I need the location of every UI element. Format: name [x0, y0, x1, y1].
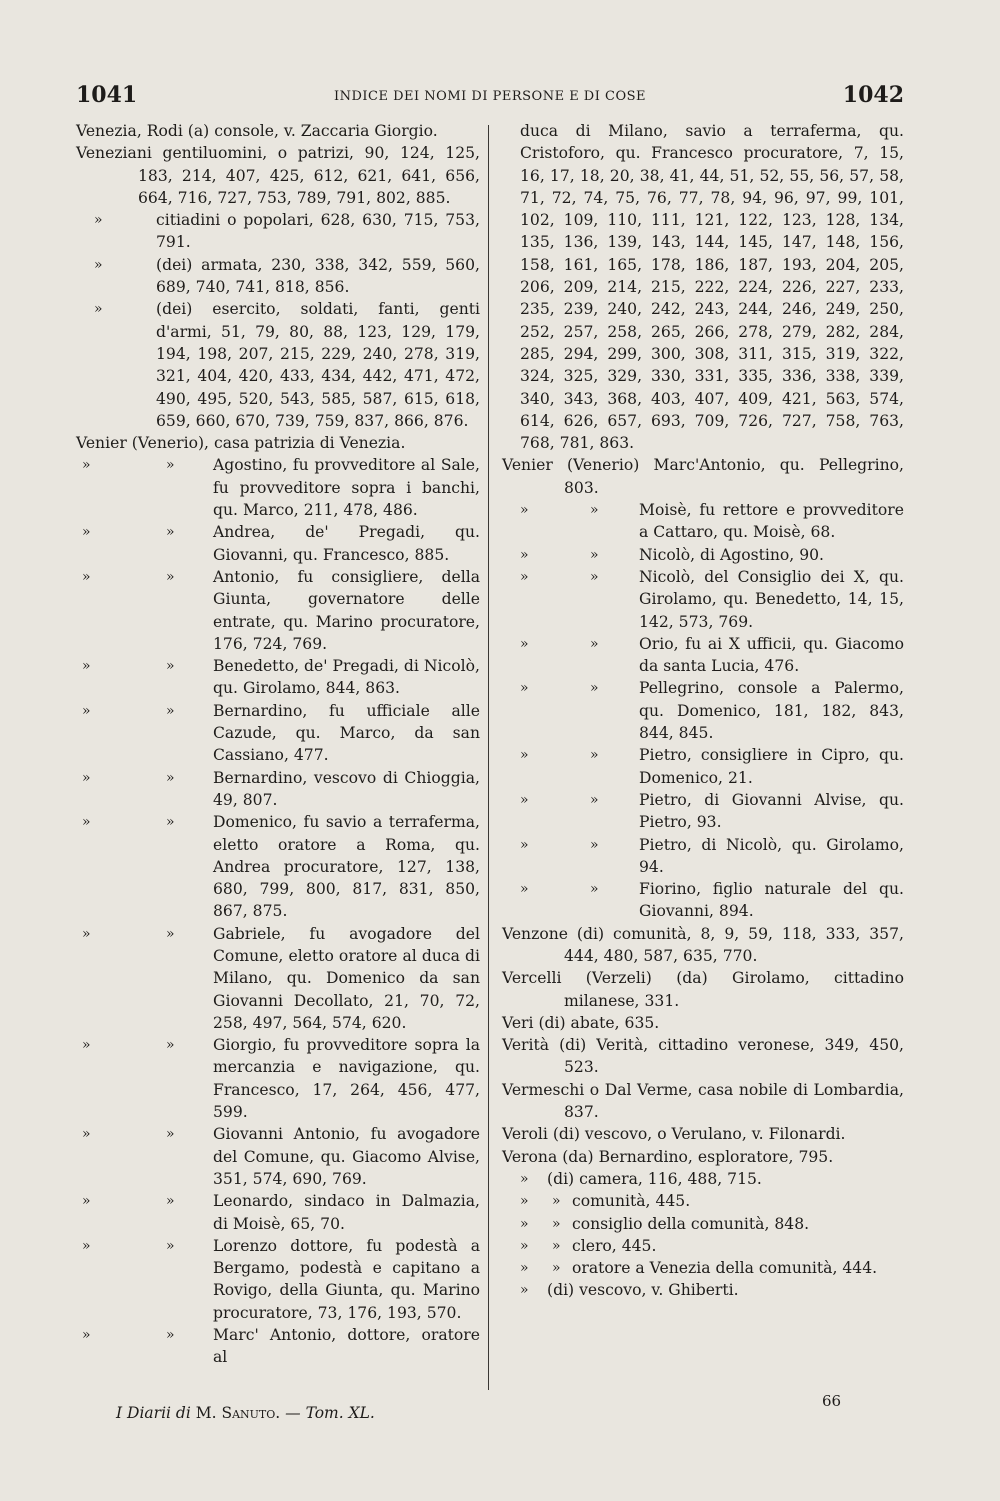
index-entry	[502, 454, 904, 499]
entry-text: (dei) armata, 230, 338, 342, 559, 560, 689, 740, 741, 818, 856.	[156, 255, 480, 297]
entry-text: Marc' Antonio, dottore, oratore al	[213, 1326, 480, 1367]
index-entry	[502, 566, 904, 633]
ditto-mark: »	[94, 256, 103, 273]
index-entry	[502, 1146, 904, 1168]
entry-text: Giovanni Antonio, fu avogadore del Comune, qu. Giacomo Alvise, 351, 574, 690, 769.	[213, 1125, 480, 1188]
index-entry	[502, 1034, 904, 1079]
ditto-mark: »	[166, 925, 175, 942]
index-entry	[76, 767, 480, 812]
index-entry	[502, 677, 904, 744]
entry-text: Nicolò, di Agostino, 90.	[639, 545, 825, 564]
entry-text: Verità (di) Verità, cittadino veronese, 349, 450, 523.	[502, 1036, 904, 1077]
index-entry	[502, 744, 904, 789]
ditto-mark: »	[520, 791, 529, 808]
index-entry	[502, 544, 904, 566]
ditto-mark: »	[590, 791, 599, 808]
ditto-mark: »	[82, 568, 91, 585]
ditto-mark: »	[166, 769, 175, 786]
ditto-mark: »	[82, 814, 91, 831]
footer-author: M. Sanuto.	[195, 1404, 281, 1422]
index-entry	[502, 120, 904, 454]
index-entry	[76, 521, 480, 566]
signature-mark: 66	[822, 1392, 842, 1410]
ditto-mark: »	[166, 568, 175, 585]
entry-text: Veri (di) abate, 635.	[502, 1013, 660, 1032]
index-entry	[502, 1012, 904, 1034]
ditto-mark: »	[552, 1193, 561, 1210]
index-entry	[76, 1190, 480, 1235]
ditto-mark: »	[520, 1237, 529, 1254]
ditto-mark: »	[590, 881, 599, 898]
footer-volume: — Tom. XL.	[285, 1404, 375, 1422]
ditto-mark: »	[82, 524, 91, 541]
ditto-mark: »	[590, 836, 599, 853]
index-entry	[502, 1190, 904, 1212]
ditto-mark: »	[82, 1193, 91, 1210]
index-entry	[76, 432, 480, 454]
index-entry	[76, 1324, 480, 1369]
index-entry	[76, 254, 480, 299]
index-entry	[502, 1168, 904, 1190]
index-entry	[502, 923, 904, 968]
index-entry	[76, 923, 480, 1034]
entry-text: Venier (Venerio), casa patrizia di Venezia.	[76, 434, 406, 453]
entry-text: Veroli (di) vescovo, o Verulano, v. Filonardi.	[502, 1125, 846, 1144]
entry-text: Agostino, fu provveditore al Sale, fu provveditore sopra i banchi, qu. Marco, 211, 478, 486.	[213, 456, 480, 520]
entry-text: Verona (da) Bernardino, esploratore, 795.	[502, 1147, 834, 1166]
index-entry	[76, 454, 480, 521]
entry-text: Venzone (di) comunità, 8, 9, 59, 118, 333, 357, 444, 480, 587, 635, 770.	[502, 924, 904, 965]
ditto-mark: »	[590, 546, 599, 563]
index-entry	[502, 1213, 904, 1235]
entry-text: clero, 445.	[572, 1236, 657, 1255]
index-entry	[502, 878, 904, 923]
entry-text: Nicolò, del Consiglio dei X, qu. Girolamo, qu. Benedetto, 14, 15, 142, 573, 769.	[639, 567, 904, 631]
ditto-mark: »	[82, 1237, 91, 1254]
page-header	[76, 82, 904, 112]
index-entry	[76, 700, 480, 767]
ditto-mark: »	[552, 1215, 561, 1232]
ditto-mark: »	[166, 814, 175, 831]
entry-text: duca di Milano, savio a terraferma, qu. Cristoforo, qu. Francesco procuratore, 7, 15, 16, 17, 18, 20, 38, 41, 44, 51, 52, 55, 56, 57, 58, 71, 72, 74, 75, 76, 77, 78, 94, 96, 97, 99, 101, 102, 109, 110, 111, 121, 122, 123, 128, 134, 135, 136, 139, 143, 144, 145, 147, 148, 156, 158, 161, 165, 178, 186, 187, 193, 204, 205, 206, 209, 214, 215, 222, 224, 226, 227, 233, 235, 239, 240, 242, 243, 244, 246, 249, 250, 252, 257, 258, 265, 266, 278, 279, 282, 284, 285, 294, 299, 300, 308, 311, 315, 319, 322, 324, 325, 329, 330, 331, 335, 336, 338, 339, 340, 343, 368, 403, 407, 409, 421, 563, 574, 614, 626, 657, 693, 709, 726, 727, 758, 763, 768, 781, 863.	[520, 122, 904, 453]
index-entry	[76, 1235, 480, 1324]
ditto-mark: »	[82, 1037, 91, 1054]
index-entry	[502, 1279, 904, 1301]
index-entry	[502, 633, 904, 678]
index-entry	[502, 967, 904, 1012]
index-entry	[76, 298, 480, 432]
entry-text: Moisè, fu rettore e provveditore a Cattaro, qu. Moisè, 68.	[639, 501, 904, 542]
ditto-mark: »	[82, 457, 91, 474]
entry-text: Pietro, consigliere in Cipro, qu. Domenico, 21.	[639, 746, 904, 787]
entry-text: consiglio della comunità, 848.	[572, 1214, 810, 1233]
entry-text: (di) vescovo, v. Ghiberti.	[547, 1281, 739, 1300]
index-column-right	[502, 120, 904, 1302]
ditto-mark: »	[82, 1126, 91, 1143]
index-entry	[502, 1235, 904, 1257]
ditto-mark: »	[590, 568, 599, 585]
entry-text: Orio, fu ai X ufficii, qu. Giacomo da santa Lucia, 476.	[639, 634, 904, 676]
entry-text: Pellegrino, console a Palermo, qu. Domenico, 181, 182, 843, 844, 845.	[639, 679, 904, 743]
ditto-mark: »	[520, 568, 529, 585]
entry-text: Lorenzo dottore, fu podestà a Bergamo, podestà e capitano a Rovigo, della Giunta, qu. Marino procuratore, 73, 176, 193, 570.	[213, 1236, 480, 1322]
ditto-mark: »	[166, 1327, 175, 1344]
index-entry	[76, 142, 480, 209]
entry-text: Pietro, di Giovanni Alvise, qu. Pietro, 93.	[639, 790, 904, 832]
index-entry	[76, 566, 480, 655]
ditto-mark: »	[590, 502, 599, 519]
ditto-mark: »	[520, 747, 529, 764]
index-column-left	[76, 120, 480, 1369]
ditto-mark: »	[590, 635, 599, 652]
page-number-right: 1042	[842, 82, 904, 108]
ditto-mark: »	[82, 658, 91, 675]
ditto-mark: »	[520, 1193, 529, 1210]
footer-prefix: I Diarii di	[116, 1404, 191, 1422]
entry-text: Gabriele, fu avogadore del Comune, eletto oratore al duca di Milano, qu. Domenico da san Giovanni Decollato, 21, 70, 72, 258, 497, 564, 574, 620.	[213, 924, 480, 1032]
ditto-mark: »	[94, 212, 103, 229]
entry-text: Domenico, fu savio a terraferma, eletto oratore a Roma, qu. Andrea procuratore, 127, 138, 680, 799, 800, 817, 831, 850, 867, 875.	[213, 813, 480, 921]
index-entry	[76, 209, 480, 254]
ditto-mark: »	[82, 769, 91, 786]
ditto-mark: »	[520, 502, 529, 519]
entry-text: Antonio, fu consigliere, della Giunta, governatore delle entrate, qu. Marino procuratore, 176, 724, 769.	[213, 567, 480, 653]
ditto-mark: »	[520, 881, 529, 898]
index-entry	[76, 1034, 480, 1123]
index-entry	[502, 1123, 904, 1145]
ditto-mark: »	[82, 925, 91, 942]
ditto-mark: »	[520, 635, 529, 652]
ditto-mark: »	[520, 680, 529, 697]
index-entry	[76, 811, 480, 922]
entry-text: Leonardo, sindaco in Dalmazia, di Moisè, 65, 70.	[213, 1192, 480, 1233]
ditto-mark: »	[94, 301, 103, 318]
entry-text: Giorgio, fu provveditore sopra la mercanzia e navigazione, qu. Francesco, 17, 264, 456, 477, 599.	[213, 1036, 480, 1122]
ditto-mark: »	[166, 1237, 175, 1254]
ditto-mark: »	[166, 524, 175, 541]
ditto-mark: »	[520, 1170, 529, 1187]
index-entry	[76, 120, 480, 142]
ditto-mark: »	[520, 1260, 529, 1277]
ditto-mark: »	[82, 1327, 91, 1344]
running-title: INDICE DEI NOMI DI PERSONE E DI COSE	[333, 89, 647, 104]
ditto-mark: »	[166, 702, 175, 719]
index-entry	[76, 655, 480, 700]
entry-text: Pietro, di Nicolò, qu. Girolamo, 94.	[639, 835, 904, 876]
entry-text: Venier (Venerio) Marc'Antonio, qu. Pellegrino, 803.	[502, 456, 904, 497]
index-entry	[502, 1257, 904, 1279]
entry-text: Benedetto, de' Pregadi, di Nicolò, qu. Girolamo, 844, 863.	[213, 657, 480, 698]
entry-text: Andrea, de' Pregadi, qu. Giovanni, qu. Francesco, 885.	[213, 523, 480, 564]
entry-text: Veneziani gentiluomini, o patrizi, 90, 124, 125, 183, 214, 407, 425, 612, 621, 641, 656, 664, 716, 727, 753, 789, 791, 802, 885.	[76, 144, 480, 207]
ditto-mark: »	[82, 702, 91, 719]
entry-text: Venezia, Rodi (a) console, v. Zaccaria Giorgio.	[76, 122, 438, 140]
index-entry	[502, 1079, 904, 1124]
entry-text: Bernardino, vescovo di Chioggia, 49, 807.	[213, 768, 480, 809]
entry-text: oratore a Venezia della comunità, 444.	[572, 1259, 878, 1278]
ditto-mark: »	[166, 658, 175, 675]
ditto-mark: »	[520, 1215, 529, 1232]
column-divider	[488, 125, 489, 1390]
entry-text: Bernardino, fu ufficiale alle Cazude, qu. Marco, da san Cassiano, 477.	[213, 701, 480, 765]
entry-text: Vercelli (Verzeli) (da) Girolamo, cittadino milanese, 331.	[502, 969, 904, 1010]
entry-text: citiadini o popolari, 628, 630, 715, 753, 791.	[156, 211, 480, 252]
index-entry	[502, 834, 904, 879]
ditto-mark: »	[166, 1037, 175, 1054]
ditto-mark: »	[590, 747, 599, 764]
ditto-mark: »	[166, 1126, 175, 1143]
page-number-left: 1041	[76, 82, 138, 108]
ditto-mark: »	[520, 546, 529, 563]
index-entry	[502, 499, 904, 544]
entry-text: Vermeschi o Dal Verme, casa nobile di Lombardia, 837.	[502, 1080, 904, 1122]
entry-text: comunità, 445.	[572, 1192, 691, 1211]
ditto-mark: »	[520, 1282, 529, 1299]
ditto-mark: »	[166, 457, 175, 474]
ditto-mark: »	[590, 680, 599, 697]
ditto-mark: »	[552, 1237, 561, 1254]
page-footer	[116, 1404, 375, 1422]
ditto-mark: »	[552, 1260, 561, 1277]
index-entry	[76, 1123, 480, 1190]
index-entry	[502, 789, 904, 834]
ditto-mark: »	[166, 1193, 175, 1210]
entry-text: Fiorino, figlio naturale del qu. Giovanni, 894.	[639, 880, 904, 921]
entry-text: (di) camera, 116, 488, 715.	[547, 1169, 762, 1188]
entry-text: (dei) esercito, soldati, fanti, genti d'armi, 51, 79, 80, 88, 123, 129, 179, 194, 198, 207, 215, 229, 240, 278, 319, 321, 404, 420, 433, 434, 442, 471, 472, 490, 495, 520, 543, 585, 587, 615, 618, 659, 660, 670, 739, 759, 837, 866, 876.	[156, 300, 480, 430]
ditto-mark: »	[520, 836, 529, 853]
